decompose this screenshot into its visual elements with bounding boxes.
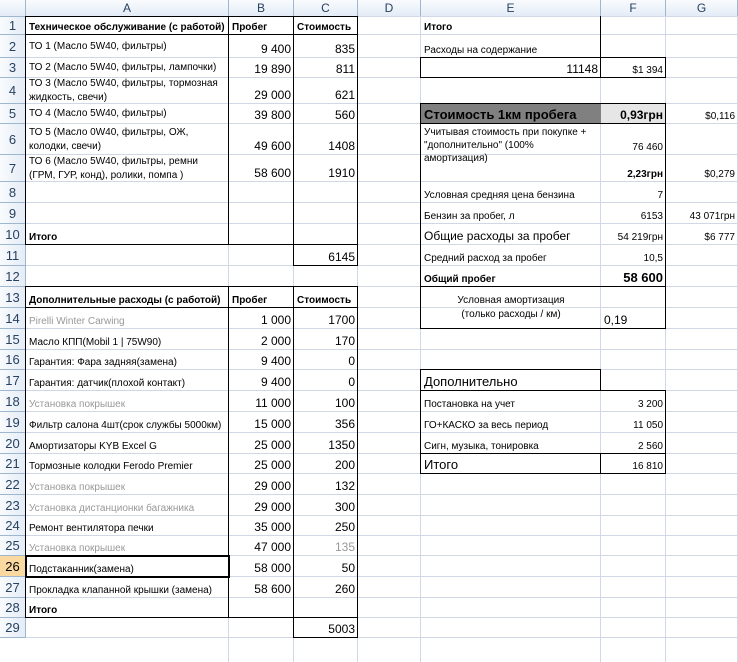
purchase-label[interactable]: Учитывая стоимость при покупке + "дополнительно" (100% амортизация) — [424, 127, 587, 164]
cost-per-km-usd[interactable]: $0,116 — [705, 111, 735, 122]
total-mileage-label[interactable]: Общий пробег — [424, 274, 496, 285]
extra-item-cost[interactable]: 300 — [334, 500, 355, 514]
extra-item-name[interactable]: Амортизаторы KYB Excel G — [29, 441, 157, 452]
row-header-19[interactable]: 19 — [0, 412, 26, 433]
additional-total-value[interactable]: 16 810 — [632, 461, 663, 472]
summary-title[interactable]: Итого — [424, 22, 453, 33]
column-header-f[interactable]: F — [601, 0, 666, 17]
total-costs-value[interactable]: 54 219грн — [617, 232, 663, 243]
total-costs-label[interactable]: Общие расходы за пробег — [424, 229, 571, 243]
upkeep-label[interactable]: Расходы на содержание — [424, 45, 538, 56]
extra-header-cost[interactable]: Стоимость — [297, 295, 352, 306]
row-header-25[interactable]: 25 — [0, 536, 26, 556]
row-header-14[interactable]: 14 — [0, 308, 26, 329]
column-header-e[interactable]: E — [421, 0, 601, 17]
extra-item-cost[interactable]: 0 — [348, 354, 355, 368]
cost-per-km-value[interactable]: 0,93грн — [601, 104, 666, 124]
fuel-price-value[interactable]: 7 — [657, 190, 663, 201]
maintenance-item-mileage[interactable]: 58 600 — [254, 166, 291, 180]
additional-item-name[interactable]: Сигн, музыка, тонировка — [424, 441, 539, 452]
maintenance-item-cost[interactable]: 811 — [335, 62, 355, 76]
maintenance-item-mileage[interactable]: 49 600 — [254, 139, 291, 153]
maintenance-header-cost[interactable]: Стоимость — [297, 22, 352, 33]
extra-item-name[interactable]: Фильтр салона 4шт(срок службы 5000км) — [29, 420, 222, 431]
extra-item-mileage[interactable]: 25 000 — [254, 458, 291, 472]
extra-item-cost[interactable]: 100 — [334, 396, 355, 410]
fuel-label[interactable]: Бензин за пробег, л — [424, 211, 515, 222]
additional-item-name[interactable]: ГО+КАСКО за весь период — [424, 420, 549, 431]
extra-header-title[interactable]: Дополнительные расходы (с работой) — [29, 295, 221, 306]
row-header-22[interactable]: 22 — [0, 474, 26, 495]
maintenance-item-mileage[interactable]: 39 800 — [254, 108, 291, 122]
extra-item-mileage[interactable]: 35 000 — [254, 520, 291, 534]
row-header-9[interactable]: 9 — [0, 203, 26, 224]
row-header-13[interactable]: 13 — [0, 287, 26, 308]
additional-total-label[interactable]: Итого — [424, 457, 459, 472]
extra-item-cost[interactable]: 50 — [341, 561, 355, 575]
upkeep-value[interactable]: 11148 — [566, 62, 598, 76]
maintenance-item-name[interactable]: ТО 4 (Масло 5W40, фильтры) — [29, 108, 167, 119]
extra-item-name[interactable]: Прокладка клапанной крышки (замена) — [29, 585, 213, 596]
extra-item-name[interactable]: Масло КПП(Mobil 1 | 75W90) — [29, 337, 162, 348]
row-header-2[interactable]: 2 — [0, 35, 26, 58]
extra-item-mileage[interactable]: 11 000 — [255, 396, 291, 410]
row-header-23[interactable]: 23 — [0, 495, 26, 516]
extra-item-cost[interactable]: 0 — [348, 375, 355, 389]
purchase-per-km[interactable]: 2,23грн — [627, 169, 663, 180]
extra-total-value[interactable]: 5003 — [328, 622, 355, 636]
extra-item-name[interactable]: Тормозные колодки Ferodo Premier — [29, 461, 193, 472]
row-header-16[interactable]: 16 — [0, 350, 26, 370]
row-header-28[interactable]: 28 — [0, 598, 26, 618]
extra-item-cost[interactable]: 356 — [334, 417, 355, 431]
row-header-27[interactable]: 27 — [0, 577, 26, 598]
extra-item-name[interactable]: Установка покрышек — [29, 482, 126, 493]
extra-item-mileage[interactable]: 58 000 — [254, 561, 291, 575]
fuel-price-label[interactable]: Условная средняя цена бензина — [424, 190, 575, 201]
extra-item-mileage[interactable]: 29 000 — [254, 500, 291, 514]
additional-title[interactable]: Дополнительно — [424, 374, 518, 389]
avg-consumption-value[interactable]: 10,5 — [643, 253, 663, 264]
row-header-20[interactable]: 20 — [0, 433, 26, 454]
maintenance-item-name[interactable]: ТО 5 (Масло 0W40, фильтры, ОЖ, колодки, свечи) — [29, 126, 189, 152]
fuel-cost[interactable]: 43 071грн — [689, 211, 735, 222]
maintenance-item-name[interactable]: ТО 3 (Масло 5W40, фильтры, тормозная жидкость, свечи) — [29, 78, 218, 103]
extra-item-name[interactable]: Установка дистанционки багажника — [29, 503, 195, 514]
extra-item-mileage[interactable]: 1 000 — [260, 313, 291, 327]
row-header-11[interactable]: 11 — [0, 245, 26, 266]
extra-item-cost[interactable]: 260 — [334, 582, 355, 596]
extra-total-label[interactable]: Итого — [29, 605, 58, 616]
amortization-value[interactable]: 0,19 — [604, 313, 628, 327]
extra-item-cost[interactable]: 1350 — [328, 438, 355, 452]
upkeep-usd[interactable]: $1 394 — [632, 65, 663, 76]
maintenance-item-name[interactable]: ТО 2 (Масло 5W40, фильтры, лампочки) — [29, 62, 217, 73]
extra-item-name[interactable]: Установка покрышек — [29, 543, 126, 554]
row-header-6[interactable]: 6 — [0, 124, 26, 155]
total-mileage-value[interactable]: 58 600 — [623, 270, 663, 285]
extra-item-name[interactable]: Гарантия: Фара задняя(замена) — [29, 357, 177, 368]
column-header-a[interactable]: A — [26, 0, 229, 17]
row-header-29[interactable]: 29 — [0, 618, 26, 638]
row-header-21[interactable]: 21 — [0, 454, 26, 474]
extra-item-mileage[interactable]: 47 000 — [254, 540, 291, 554]
maintenance-item-cost[interactable]: 1408 — [328, 139, 355, 153]
extra-item-name[interactable]: Ремонт вентилятора печки — [29, 523, 154, 534]
extra-header-mileage[interactable]: Пробег — [232, 295, 268, 306]
row-header-12[interactable]: 12 — [0, 266, 26, 287]
extra-item-cost[interactable]: 132 — [334, 479, 355, 493]
extra-item-mileage[interactable]: 2 000 — [260, 334, 291, 348]
column-header-b[interactable]: B — [229, 0, 294, 17]
extra-item-mileage[interactable]: 9 400 — [260, 354, 291, 368]
amortization-label[interactable]: Условная амортизация (только расходы / км) — [457, 295, 565, 320]
row-header-4[interactable]: 4 — [0, 78, 26, 104]
column-header-c[interactable]: C — [294, 0, 358, 17]
fuel-liters[interactable]: 6153 — [640, 211, 663, 222]
maintenance-item-cost[interactable]: 560 — [334, 108, 355, 122]
extra-item-name[interactable]: Гарантия: датчик(плохой контакт) — [29, 378, 186, 389]
additional-item-value[interactable]: 11 050 — [633, 420, 663, 431]
extra-item-mileage[interactable]: 29 000 — [254, 479, 291, 493]
row-header-18[interactable]: 18 — [0, 391, 26, 412]
column-header-g[interactable]: G — [666, 0, 738, 17]
row-header-5[interactable]: 5 — [0, 104, 26, 124]
row-header-8[interactable]: 8 — [0, 182, 26, 203]
extra-item-name[interactable]: Подстаканник(замена) — [29, 564, 134, 575]
row-header-1[interactable]: 1 — [0, 17, 26, 35]
maintenance-item-cost[interactable]: 1910 — [328, 166, 355, 180]
extra-item-mileage[interactable]: 58 600 — [254, 582, 291, 596]
extra-item-mileage[interactable]: 25 000 — [254, 438, 291, 452]
avg-consumption-label[interactable]: Средний расход за пробег — [424, 253, 547, 264]
cost-per-km-label[interactable]: Стоимость 1км пробега — [421, 104, 601, 124]
maintenance-item-mileage[interactable]: 19 890 — [254, 62, 291, 76]
row-header-7[interactable]: 7 — [0, 155, 26, 182]
row-header-10[interactable]: 10 — [0, 224, 26, 245]
column-header-d[interactable]: D — [358, 0, 421, 17]
row-header-15[interactable]: 15 — [0, 329, 26, 350]
additional-item-value[interactable]: 2 560 — [637, 441, 663, 452]
additional-item-name[interactable]: Постановка на учет — [424, 399, 515, 410]
row-header-17[interactable]: 17 — [0, 370, 26, 391]
purchase-value[interactable]: 76 460 — [632, 142, 663, 153]
extra-item-mileage[interactable]: 9 400 — [260, 375, 291, 389]
row-header-3[interactable]: 3 — [0, 58, 26, 78]
purchase-per-km-usd[interactable]: $0,279 — [704, 169, 735, 180]
extra-item-cost[interactable]: 250 — [334, 520, 355, 534]
extra-item-cost[interactable]: 170 — [334, 334, 355, 348]
maintenance-total-label[interactable]: Итого — [29, 232, 58, 243]
extra-item-name[interactable]: Pirelli Winter Carwing — [29, 316, 125, 327]
extra-item-cost[interactable]: 135 — [334, 540, 355, 554]
maintenance-total-value[interactable]: 6145 — [328, 250, 355, 264]
total-costs-usd[interactable]: $6 777 — [704, 232, 735, 243]
maintenance-item-mileage[interactable]: 9 400 — [260, 42, 291, 56]
select-all-corner[interactable] — [0, 0, 26, 17]
additional-item-value[interactable]: 3 200 — [637, 399, 663, 410]
maintenance-header-title[interactable]: Техническое обслуживание (с работой) — [29, 22, 225, 33]
maintenance-item-mileage[interactable]: 29 000 — [254, 88, 291, 102]
row-header-26[interactable]: 26 — [0, 556, 26, 577]
maintenance-item-name[interactable]: ТО 1 (Масло 5W40, фильтры) — [29, 40, 167, 52]
extra-item-mileage[interactable]: 15 000 — [254, 417, 291, 431]
extra-item-cost[interactable]: 1700 — [328, 313, 355, 327]
maintenance-item-cost[interactable]: 621 — [334, 88, 355, 102]
extra-item-name[interactable]: Установка покрышек — [29, 399, 126, 410]
row-header-24[interactable]: 24 — [0, 516, 26, 536]
maintenance-item-name[interactable]: ТО 6 (Масло 5W40, фильтры, ремни (ГРМ, ГУР, конд), ролики, помпа ) — [29, 155, 198, 181]
extra-item-cost[interactable]: 200 — [334, 458, 355, 472]
gridline — [26, 637, 738, 638]
maintenance-header-mileage[interactable]: Пробег — [232, 22, 268, 33]
maintenance-item-cost[interactable]: 835 — [334, 42, 355, 56]
